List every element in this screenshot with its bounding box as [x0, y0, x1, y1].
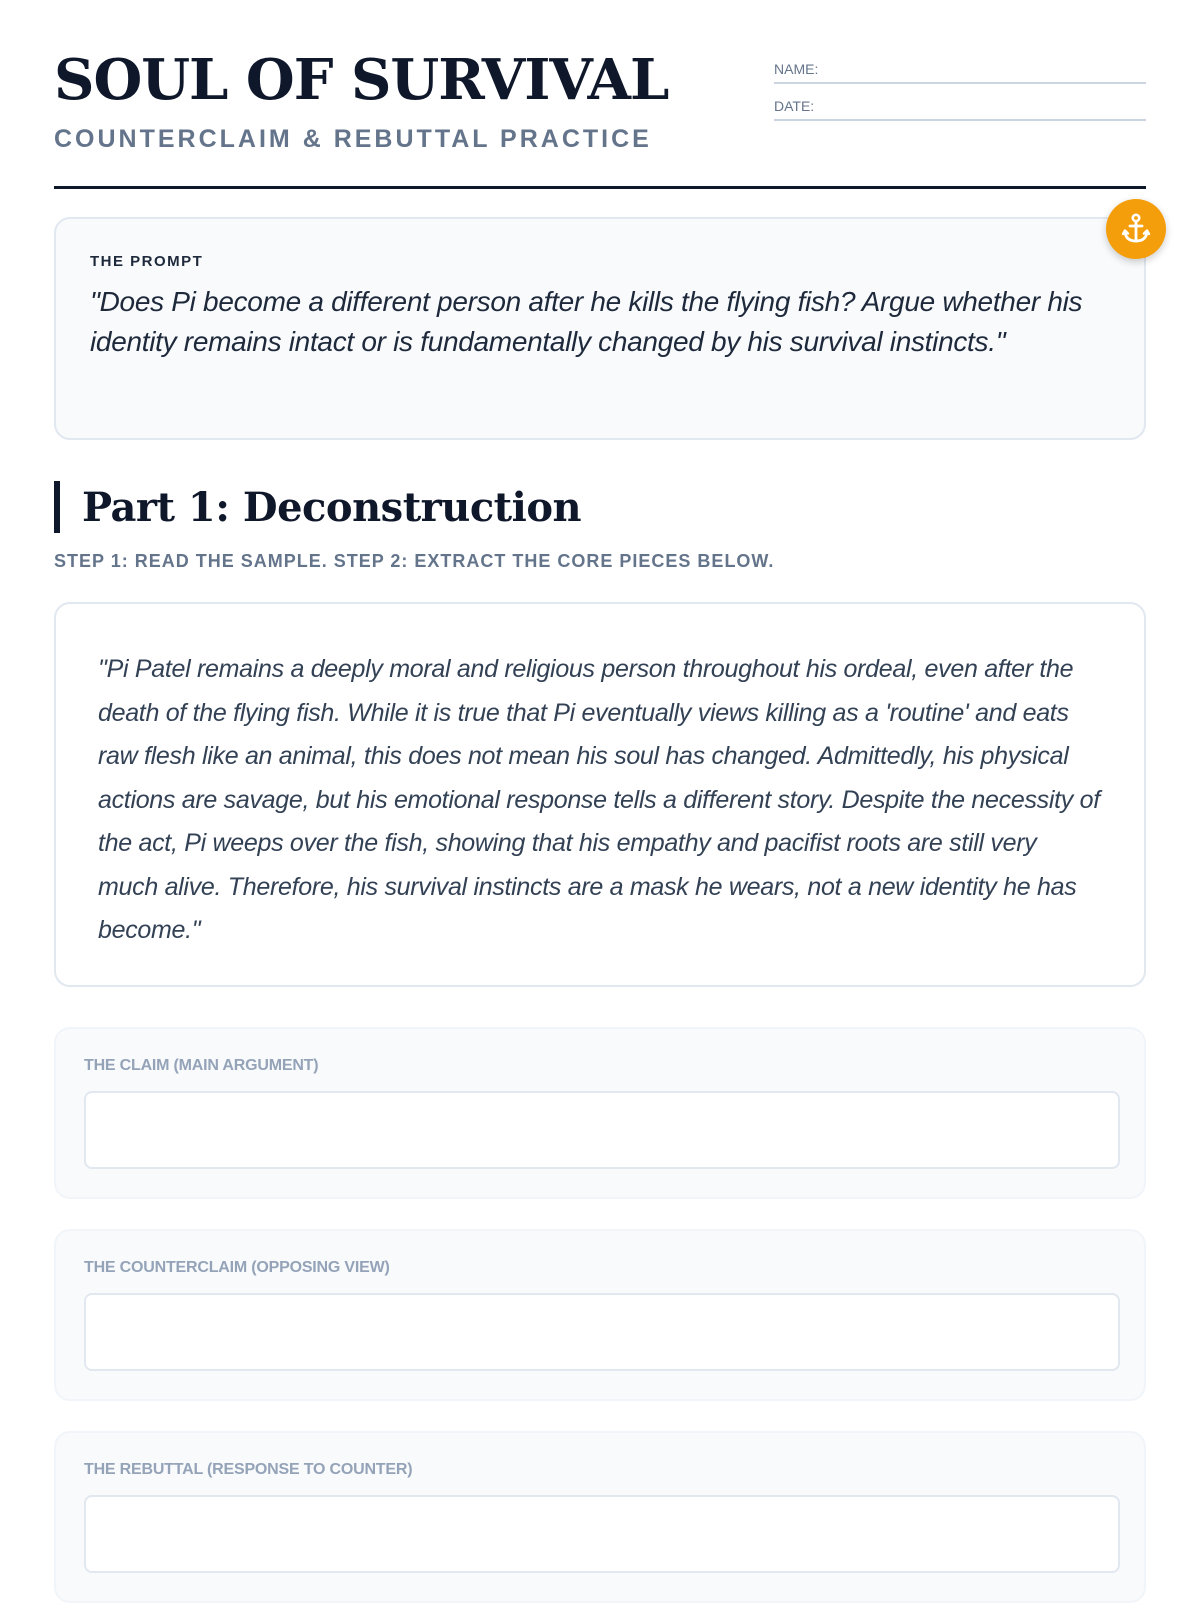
header-divider: [54, 186, 1146, 189]
counterclaim-label: THE COUNTERCLAIM (OPPOSING VIEW): [84, 1259, 390, 1276]
prompt-box: [54, 217, 1146, 440]
rebuttal-input[interactable]: [84, 1495, 1120, 1573]
anchor-icon-glyph: [1121, 213, 1151, 245]
prompt-text: "Does Pi become a different person after he kills the flying fish? Argue whether his identity remains intact or is fundamentally changed by his survival instincts.": [90, 286, 1083, 357]
claim-card: [54, 1027, 1146, 1199]
student-info: [774, 52, 1146, 126]
worksheet-header: [54, 0, 1146, 190]
worksheet-page: [54, 0, 1146, 1600]
rebuttal-label: THE REBUTTAL (RESPONSE TO COUNTER): [84, 1461, 413, 1478]
claim-input[interactable]: [84, 1091, 1120, 1169]
name-field[interactable]: [774, 52, 1146, 84]
part1-title: Part 1: Deconstruction: [82, 483, 582, 531]
worksheet-title: SOUL OF SURVIVAL: [54, 47, 669, 113]
prompt-label: THE PROMPT: [90, 253, 204, 270]
section-accent-bar: [54, 481, 60, 533]
rebuttal-card: [54, 1431, 1146, 1603]
anchor-icon: [1106, 199, 1166, 259]
worksheet-subtitle: COUNTERCLAIM & REBUTTAL PRACTICE: [54, 125, 652, 153]
date-label: DATE:: [774, 98, 815, 114]
sample-paragraph: "Pi Patel remains a deeply moral and religious person throughout his ordeal, even after the death of the flying fish. While it is true that Pi eventually views killing as a 'routine' and eats raw flesh like an animal, this does not mean his soul has changed. Admittedly, his physical actions are savage, but his emotional response tells a different story. Despite the necessity of the act, Pi weeps over the fish, showing that his empathy and pacifist roots are still very much alive. Therefore, his survival instincts are a mask he wears, not a new identity he has become.": [98, 655, 1100, 944]
part1-instruction: STEP 1: READ THE SAMPLE. STEP 2: EXTRACT THE CORE PIECES BELOW.: [54, 551, 775, 571]
counterclaim-input[interactable]: [84, 1293, 1120, 1371]
part1-heading: [54, 481, 581, 533]
name-label: NAME:: [774, 61, 819, 77]
date-field[interactable]: [774, 89, 1146, 121]
counterclaim-card: [54, 1229, 1146, 1401]
sample-paragraph-box: [54, 602, 1146, 987]
claim-label: THE CLAIM (MAIN ARGUMENT): [84, 1057, 319, 1074]
